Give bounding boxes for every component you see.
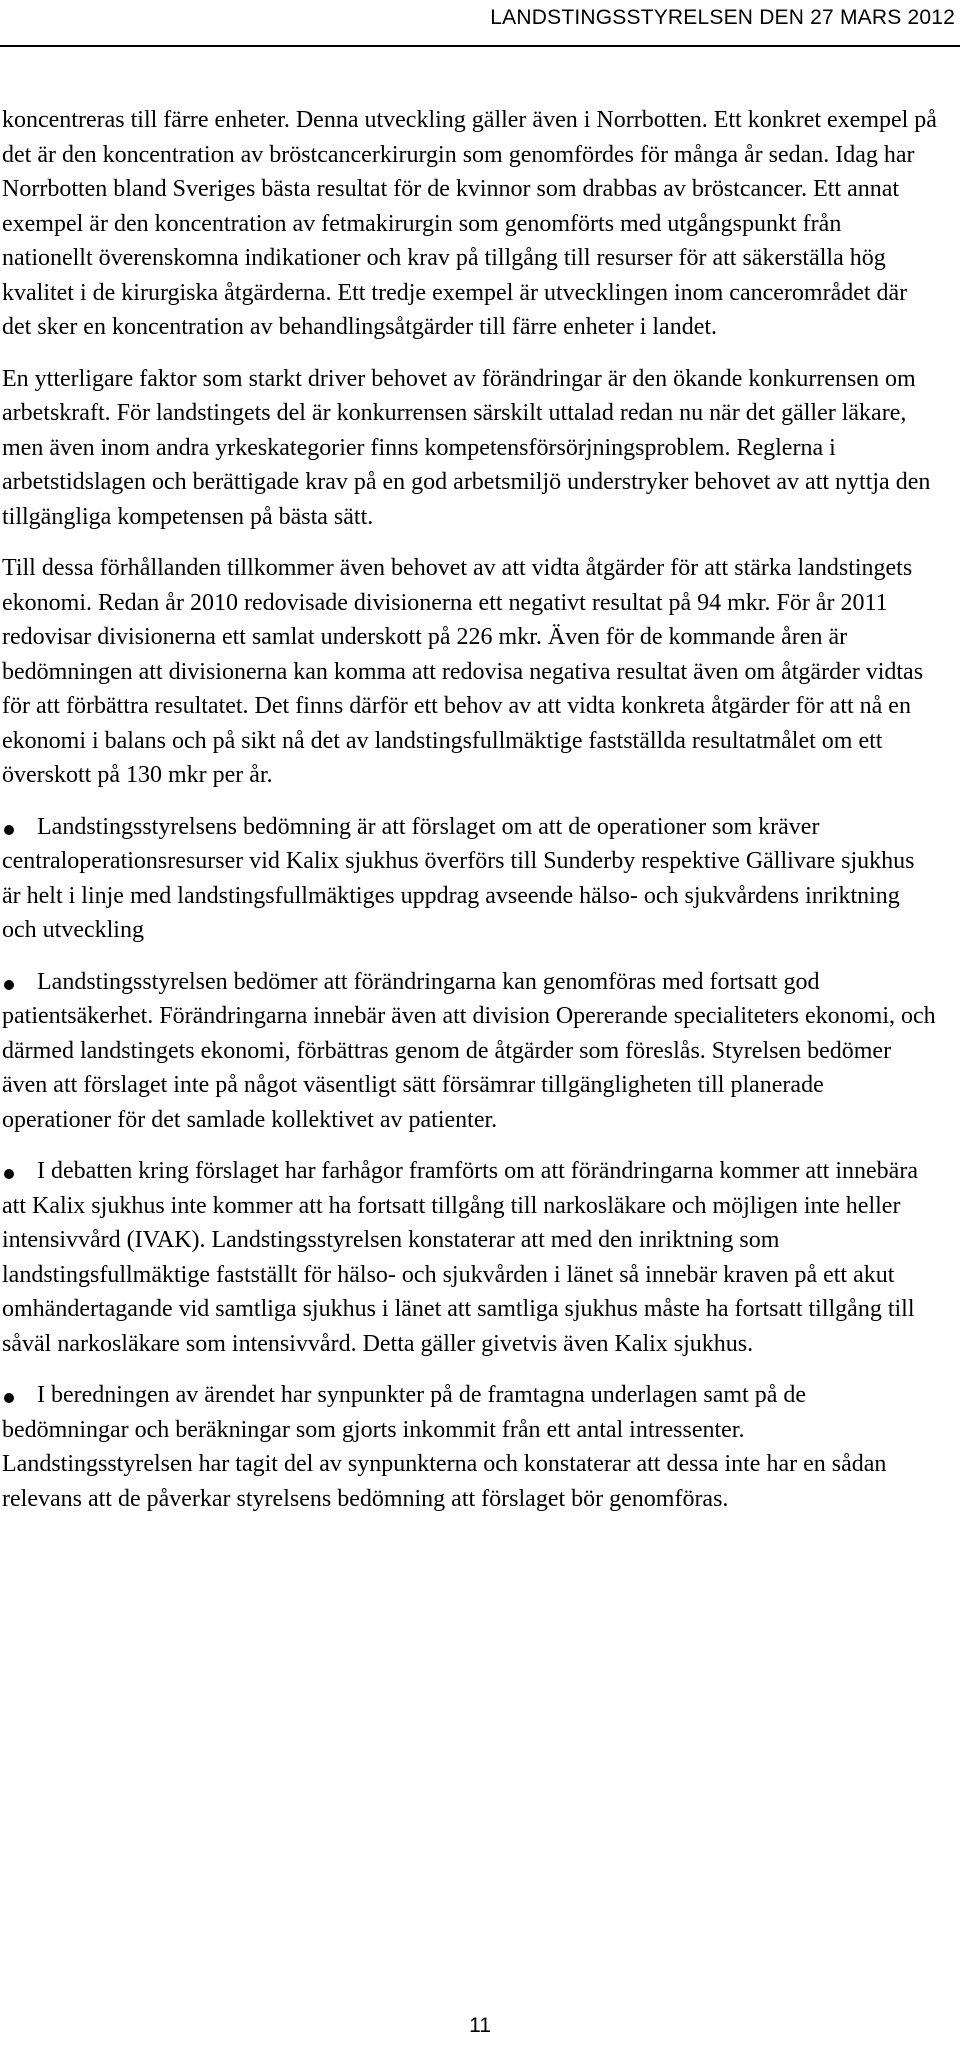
list-item	[2, 810, 937, 948]
list-item	[2, 965, 937, 1138]
assessment-list	[2, 810, 937, 1517]
paragraph-concentration: koncentreras till färre enheter. Denna utveckling gäller även i Norrbotten. Ett konkret exempel på det är den koncentration av bröstcancerkirurgin som genomfördes för många år sedan. Idag har Norrbotten bland Sveriges bästa resultat för de kvinnor som drabbas av bröstcancer. Ett annat exempel är den koncentration av fetmakirurgin som genomförts med utgångspunkt från nationellt överenskomna indikationer och krav på tillgång till resurser för att säkerställa hög kvalitet i de kirurgiska åtgärderna. Ett tredje exempel är utvecklingen inom cancerområdet där det sker en koncentration av behandlingsåtgärder till färre enheter i landet.	[2, 107, 937, 340]
list-item	[2, 1378, 937, 1516]
paragraph-competition: En ytterligare faktor som starkt driver behovet av förändringar är den ökande konkurrensen om arbetskraft. För landstingets del är konkurrensen särskilt uttalad redan nu när det gäller läkare, men även inom andra yrkeskategorier finns kompetensförsörjningsproblem. Reglerna i arbetstidslagen och berättigade krav på en god arbetsmiljö understryker behovet av att nyttja den tillgängliga kompetensen på bästa sätt.	[2, 365, 931, 530]
bullet-icon	[4, 825, 14, 835]
page-number: 11	[469, 2014, 491, 2037]
running-header: LANDSTINGSSTYRELSEN DEN 27 MARS 2012	[490, 6, 955, 29]
paragraph-economy: Till dessa förhållanden tillkommer även behovet av att vidta åtgärder för att stärka landstingets ekonomi. Redan år 2010 redovisade divisionerna ett negativt resultat på 94 mkr. För år 2011 redovisar divisionerna ett samlat underskott på 226 mkr. Även för de kommande åren är bedömningen att divisionerna kan komma att redovisa negativa resultat även om åtgärder vidtas för att förbättra resultatet. Det finns därför ett behov av att vidta konkreta åtgärder för att nå en ekonomi i balans och på sikt nå det av landstingsfullmäktige fastställda resultatmålet om ett överskott på 130 mkr per år.	[2, 555, 924, 788]
bullet-icon	[4, 1393, 14, 1403]
bullet-icon	[4, 1169, 14, 1179]
list-item-text: I beredningen av ärendet har synpunkter på de framtagna underlagen samt på de bedömningar och beräkningar som gjorts inkommit från ett antal intressenter. Landstingsstyrelsen har tagit del av synpunkterna och konstaterar att dessa inte har en sådan relevans att de påverkar styrelsens bedömning att förslaget bör genomföras.	[2, 1382, 887, 1512]
header-rule	[0, 45, 960, 47]
list-item-text: Landstingsstyrelsens bedömning är att förslaget om att de operationer som kräver centraloperationsresurser vid Kalix sjukhus överförs till Sunderby respektive Gällivare sjukhus är helt i linje med landstingsfullmäktiges uppdrag avseende hälso- och sjukvårdens inriktning och utveckling	[2, 813, 915, 943]
list-item-text: Landstingsstyrelsen bedömer att förändringarna kan genomföras med fortsatt god patientsäkerhet. Förändringarna innebär även att division Opererande specialiteters ekonomi, och därmed landstingets ekonomi, förbättras genom de åtgärder som föreslås. Styrelsen bedömer även att förslaget inte på något väsentligt sätt försämrar tillgängligheten till planerade operationer för det samlade kollektivet av patienter.	[2, 968, 936, 1133]
list-item	[2, 1154, 937, 1361]
body-text	[2, 103, 937, 1533]
bullet-icon	[4, 980, 14, 990]
list-item-text: I debatten kring förslaget har farhågor framförts om att förändringarna kommer att innebära att Kalix sjukhus inte kommer att ha fortsatt tillgång till narkosläkare och möjligen inte heller intensivvård (IVAK). Landstingsstyrelsen konstaterar att med den inriktning som landstingsfullmäktige fastställt för hälso- och sjukvården i länet så innebär kraven på ett akut omhändertagande vid samtliga sjukhus i länet att samtliga sjukhus måste ha fortsatt tillgång till såväl narkosläkare som intensivvård. Detta gäller givetvis även Kalix sjukhus.	[2, 1158, 918, 1357]
